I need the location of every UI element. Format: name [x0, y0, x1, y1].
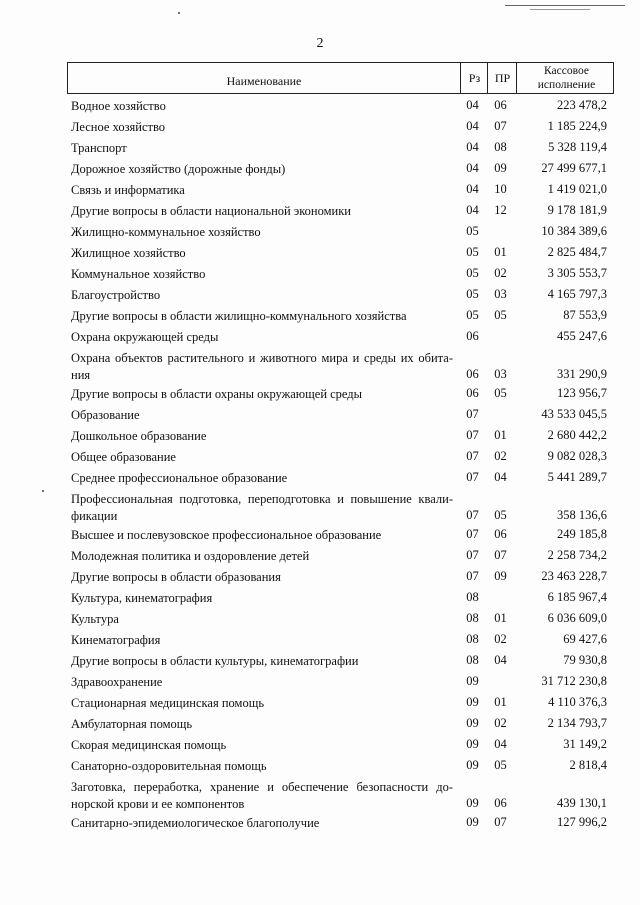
row-rz: 05: [466, 287, 479, 301]
row-name: Другие вопросы в области культуры, кинематографии: [71, 654, 359, 668]
row-rz: 06: [466, 367, 479, 381]
row-pr: 05: [494, 508, 507, 522]
row-sum: 3 305 553,7: [547, 266, 607, 280]
row-pr: 10: [494, 182, 507, 196]
row-pr: 05: [494, 386, 507, 400]
row-sum: 1 419 021,0: [547, 182, 607, 196]
row-rz: 05: [466, 245, 479, 259]
row-name: Высшее и послевузовское профессиональное образование: [71, 528, 382, 542]
row-pr: 01: [494, 611, 507, 625]
row-sum: 79 930,8: [563, 653, 607, 667]
row-rz: 07: [466, 569, 479, 583]
row-name: Охрана окружающей среды: [71, 330, 219, 344]
row-pr: 06: [494, 527, 507, 541]
row-sum: 223 478,2: [557, 98, 607, 112]
row-sum: 4 165 797,3: [547, 287, 607, 301]
scan-dot: [42, 490, 44, 492]
header-sum: [516, 63, 616, 93]
row-name: Благоустройство: [71, 288, 161, 302]
row-name: Другие вопросы в области охраны окружающей среды: [71, 387, 363, 401]
row-sum: 6 036 609,0: [547, 611, 607, 625]
row-sum: 2 825 484,7: [547, 245, 607, 259]
row-pr: 02: [494, 449, 507, 463]
row-sum: 27 499 677,1: [541, 161, 607, 175]
row-sum: 6 185 967,4: [547, 590, 607, 604]
row-pr: 09: [494, 161, 507, 175]
table-header: [67, 62, 614, 94]
row-rz: 07: [466, 449, 479, 463]
row-name: Стационарная медицинская помощь: [71, 696, 265, 710]
row-sum: 2 680 442,2: [547, 428, 607, 442]
row-name-line1: Охрана объектов растительного и животного мира и среды их обита-: [71, 351, 453, 365]
row-name: Культура: [71, 612, 119, 626]
row-pr: 06: [494, 98, 507, 112]
row-sum: 69 427,6: [563, 632, 607, 646]
row-pr: 02: [494, 266, 507, 280]
row-sum: 87 553,9: [563, 308, 607, 322]
row-name: [71, 779, 453, 813]
row-name: Амбулаторная помощь: [71, 717, 193, 731]
row-pr: 03: [494, 367, 507, 381]
row-rz: 04: [466, 161, 479, 175]
row-name-line1: Заготовка, переработка, хранение и обеспечение безопасности до-: [71, 780, 453, 794]
row-rz: 07: [466, 548, 479, 562]
row-rz: 09: [466, 674, 479, 688]
header-name: Наименование: [226, 73, 302, 88]
row-pr: 02: [494, 716, 507, 730]
row-rz: 09: [466, 737, 479, 751]
row-pr: 07: [494, 548, 507, 562]
row-pr: 06: [494, 796, 507, 810]
row-rz: 09: [466, 815, 479, 829]
row-sum: 2 258 734,2: [547, 548, 607, 562]
row-sum: 2 818,4: [569, 758, 607, 772]
row-rz: 04: [466, 98, 479, 112]
row-rz: 05: [466, 308, 479, 322]
row-rz: 09: [466, 758, 479, 772]
budget-table: [67, 62, 614, 836]
row-rz: 08: [466, 611, 479, 625]
scan-mark-top-right-2: [530, 9, 590, 10]
row-name: Среднее профессиональное образование: [71, 471, 288, 485]
table-body: [67, 98, 614, 836]
row-name: Молодежная политика и оздоровление детей: [71, 549, 310, 563]
row-name: Скорая медицинская помощь: [71, 738, 227, 752]
scan-mark-top-right: [505, 5, 625, 6]
row-rz: 08: [466, 632, 479, 646]
row-name: Транспорт: [71, 141, 127, 155]
row-pr: 04: [494, 737, 507, 751]
row-pr: 01: [494, 245, 507, 259]
row-sum: 123 956,7: [557, 386, 607, 400]
row-name: Другие вопросы в области национальной экономики: [71, 204, 351, 218]
row-rz: 04: [466, 182, 479, 196]
row-rz: 09: [466, 695, 479, 709]
row-name: Другие вопросы в области жилищно-коммунального хозяйства: [71, 309, 407, 323]
row-rz: 04: [466, 140, 479, 154]
row-name: Коммунальное хозяйство: [71, 267, 206, 281]
row-name: [71, 491, 453, 525]
row-rz: 07: [466, 428, 479, 442]
row-pr: 09: [494, 569, 507, 583]
row-sum: 358 136,6: [557, 508, 607, 522]
row-sum: 5 441 289,7: [547, 470, 607, 484]
row-sum: 31 712 230,8: [541, 674, 607, 688]
row-name-line1: Профессиональная подготовка, переподготовка и повышение квали-: [71, 492, 453, 506]
row-rz: 06: [466, 386, 479, 400]
row-sum: 1 185 224,9: [547, 119, 607, 133]
row-sum: 9 178 181,9: [547, 203, 607, 217]
row-name: Общее образование: [71, 450, 176, 464]
row-sum: 4 110 376,3: [548, 695, 607, 709]
row-sum: 2 134 793,7: [547, 716, 607, 730]
row-sum: 127 996,2: [557, 815, 607, 829]
row-name: Санитарно-эпидемиологическое благополучие: [71, 816, 320, 830]
row-sum: 455 247,6: [557, 329, 607, 343]
row-rz: 06: [466, 329, 479, 343]
row-sum: 5 328 119,4: [548, 140, 607, 154]
row-name: Кинематография: [71, 633, 161, 647]
scan-dot: [178, 12, 180, 14]
row-pr: 08: [494, 140, 507, 154]
row-name: Связь и информатика: [71, 183, 185, 197]
header-pr: ПР: [487, 63, 517, 93]
row-sum: 43 533 045,5: [541, 407, 607, 421]
row-pr: 05: [494, 758, 507, 772]
row-name-line2: норской крови и ее компонентов: [71, 797, 245, 811]
row-name: Дорожное хозяйство (дорожные фонды): [71, 162, 286, 176]
row-rz: 09: [466, 796, 479, 810]
row-sum: 23 463 228,7: [541, 569, 607, 583]
row-name: Жилищное хозяйство: [71, 246, 186, 260]
row-rz: 05: [466, 266, 479, 280]
row-rz: 04: [466, 119, 479, 133]
row-rz: 04: [466, 203, 479, 217]
row-sum: 9 082 028,3: [547, 449, 607, 463]
row-rz: 09: [466, 716, 479, 730]
row-name: Культура, кинематография: [71, 591, 213, 605]
row-sum: 249 185,8: [557, 527, 607, 541]
row-rz: 07: [466, 508, 479, 522]
row-name: Дошкольное образование: [71, 429, 207, 443]
row-name: [71, 350, 453, 384]
row-pr: 02: [494, 632, 507, 646]
row-pr: 04: [494, 470, 507, 484]
row-name: Образование: [71, 408, 140, 422]
row-pr: 01: [494, 695, 507, 709]
row-name: Водное хозяйство: [71, 99, 166, 113]
row-rz: 05: [466, 224, 479, 238]
row-sum: 31 149,2: [563, 737, 607, 751]
row-rz: 08: [466, 590, 479, 604]
row-name: Санаторно-оздоровительная помощь: [71, 759, 267, 773]
page-number: 2: [316, 36, 324, 51]
row-sum: 331 290,9: [557, 367, 607, 381]
header-sum-line1: Кассовое: [544, 65, 589, 77]
row-name: Здравоохранение: [71, 675, 163, 689]
row-pr: 01: [494, 428, 507, 442]
row-rz: 07: [466, 527, 479, 541]
row-sum: 439 130,1: [557, 796, 607, 810]
row-name-line2: фикации: [71, 509, 118, 523]
row-name-line2: ния: [71, 368, 91, 382]
header-rz: Рз: [460, 63, 488, 93]
row-name: Жилищно-коммунальное хозяйство: [71, 225, 261, 239]
row-pr: 07: [494, 815, 507, 829]
row-pr: 05: [494, 308, 507, 322]
header-sum-line2: исполнение: [537, 79, 596, 91]
row-pr: 03: [494, 287, 507, 301]
row-pr: 04: [494, 653, 507, 667]
row-rz: 07: [466, 407, 479, 421]
row-sum: 10 384 389,6: [541, 224, 607, 238]
row-pr: 12: [494, 203, 507, 217]
row-rz: 08: [466, 653, 479, 667]
row-pr: 07: [494, 119, 507, 133]
row-name: Другие вопросы в области образования: [71, 570, 281, 584]
row-name: Лесное хозяйство: [71, 120, 166, 134]
row-rz: 07: [466, 470, 479, 484]
